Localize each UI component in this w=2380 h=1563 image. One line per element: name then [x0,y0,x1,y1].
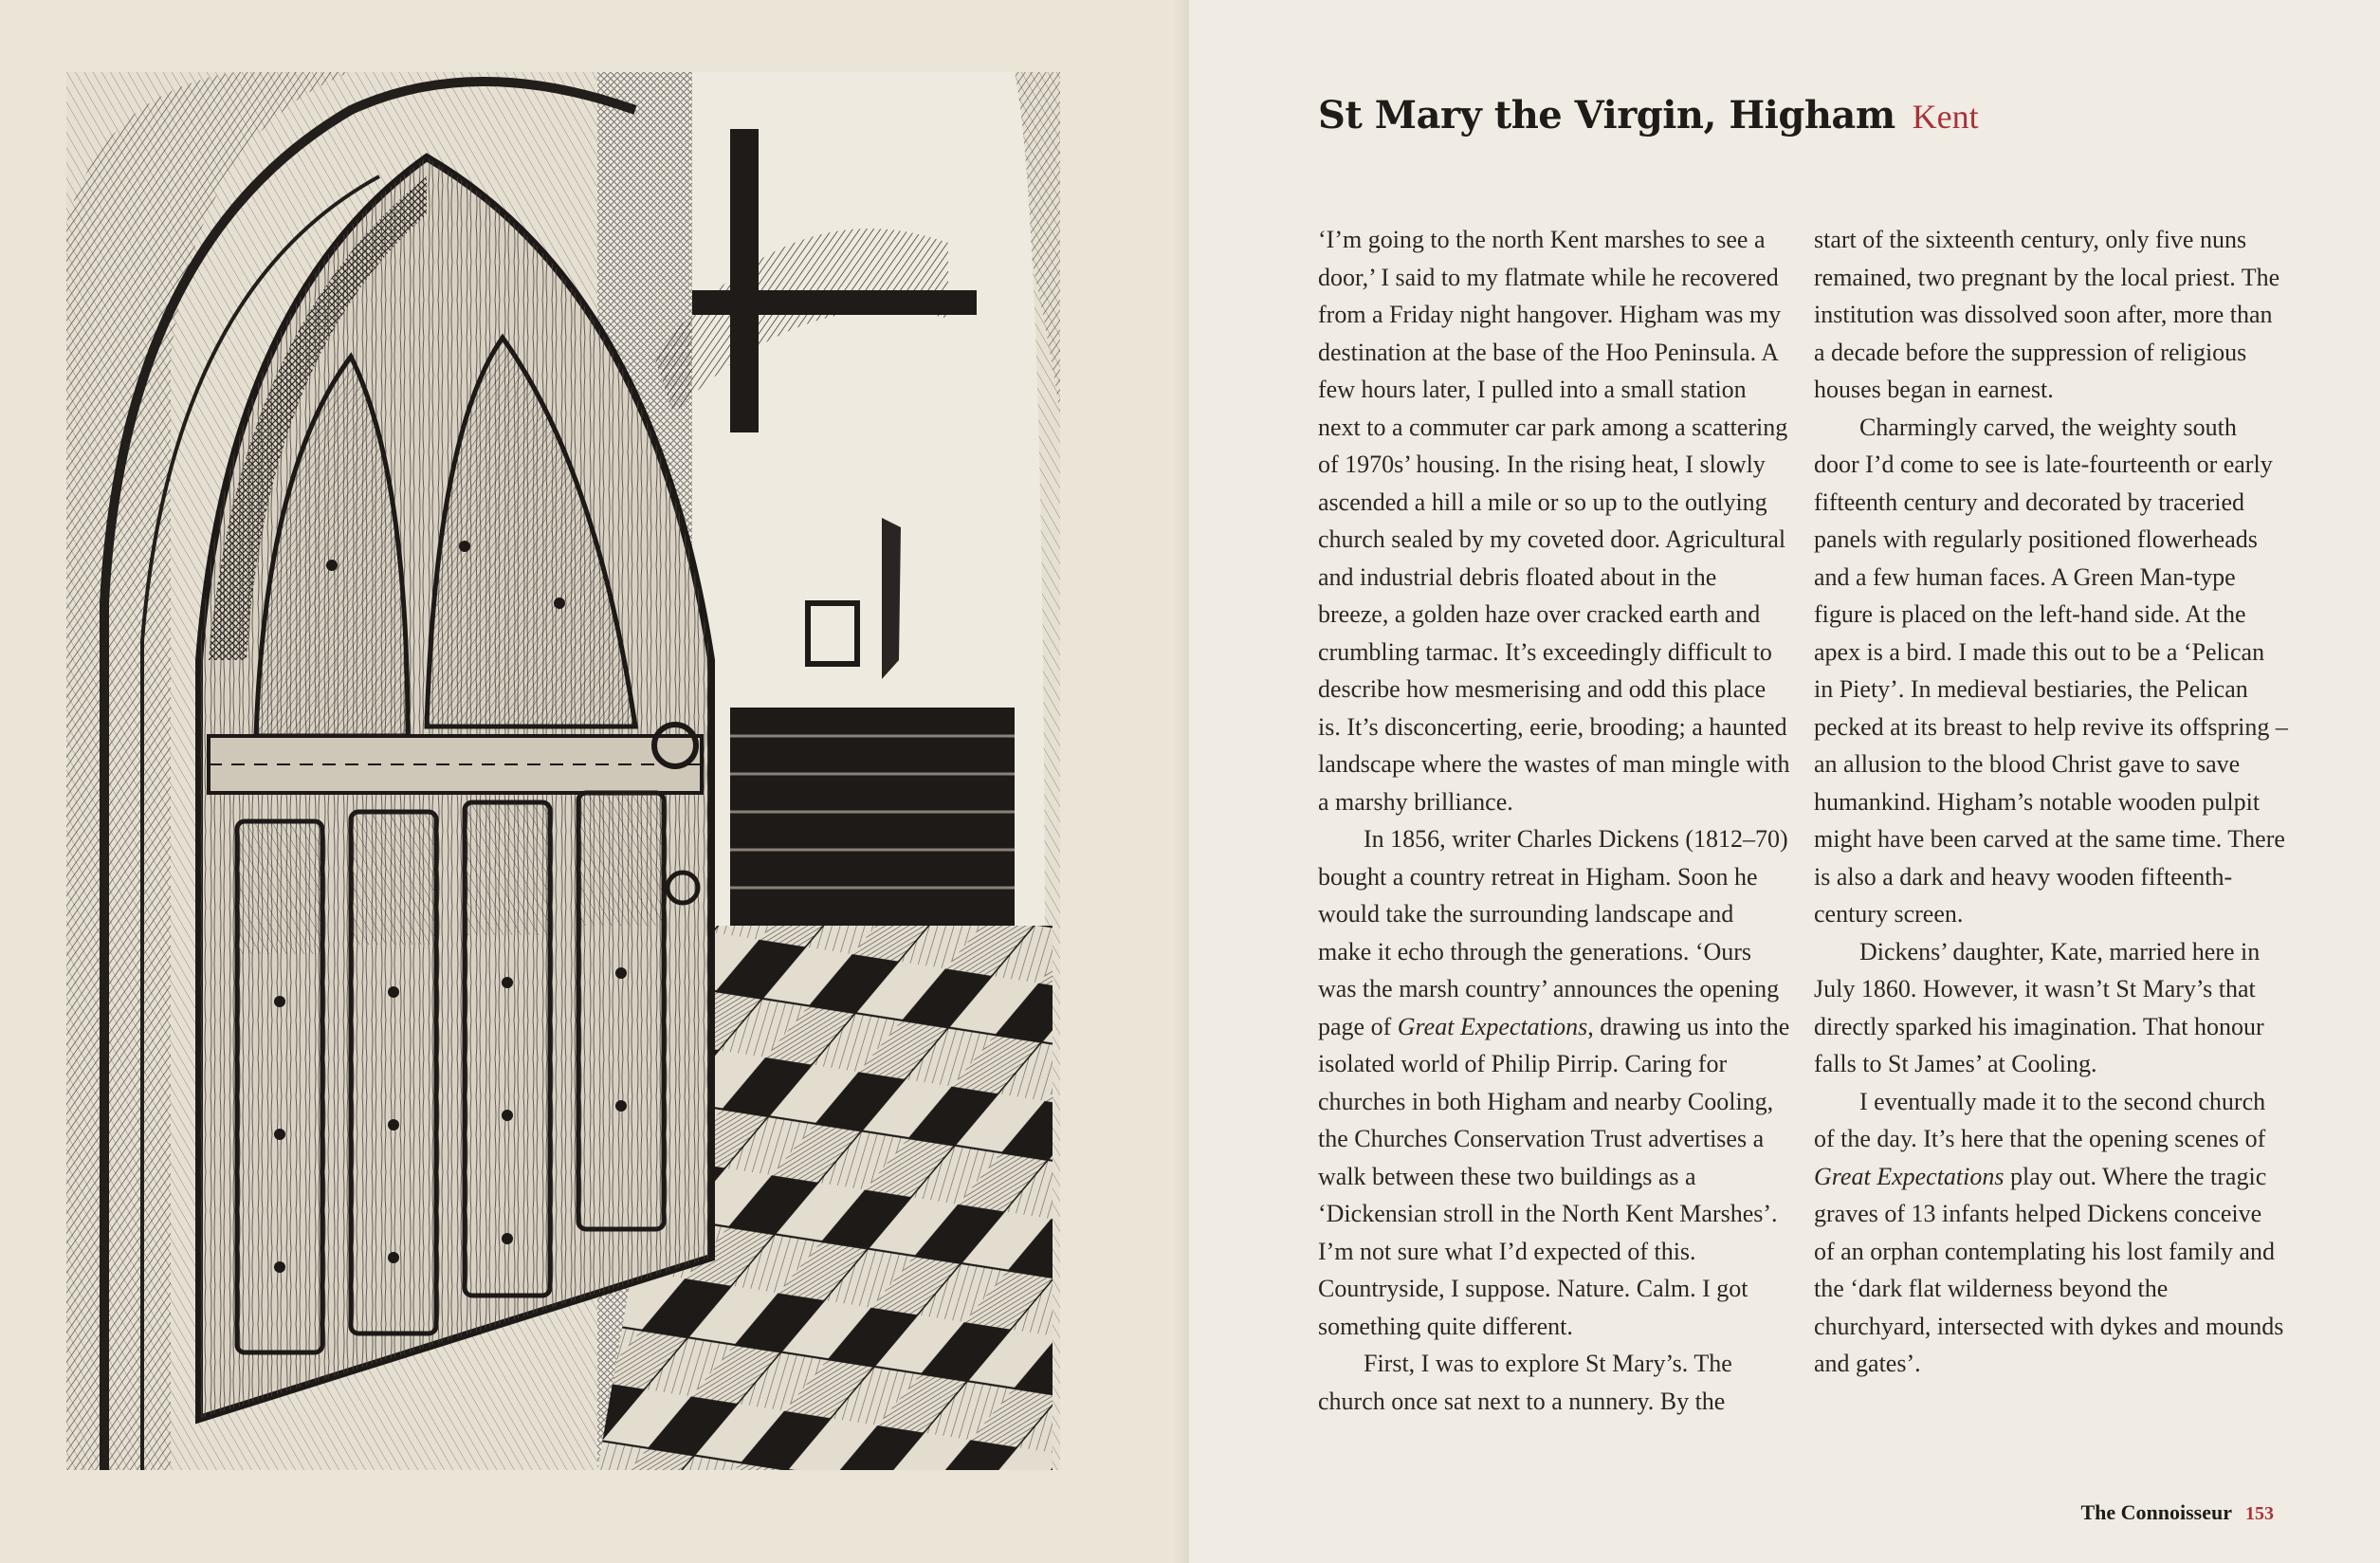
church-door-illustration [66,72,1060,1470]
book-title: Great Expectations [1397,1012,1588,1040]
paragraph: Dickens’ daughter, Kate, married here in July 1860. However, it wasn’t St Mary’s that directly sparked his imagination. That honour falls to St James’ at Cooling. [1814,937,2264,1077]
paragraph: First, I was to explore St Mary’s. The church once sat next to a nunnery. By the [1318,1350,1732,1415]
article-heading [1318,93,2266,159]
paragraph: I eventually made it to the second church of the day. It’s here that the opening scenes of Great Expectations play out. Where the tragic graves of 13 infants helped Dickens conceive of an orphan contemplating his lost family and the ‘dark flat wilderness beyond the churchyard, intersected with dykes and mounds and gates’. [1814,1087,2284,1377]
text-column-1 [1318,221,1792,1420]
page-footer [2080,1500,2274,1525]
county-label: Kent [1912,98,1979,136]
book-title: Great Expectations [1814,1162,2005,1190]
paragraph: In 1856, writer Charles Dickens (1812–70) bought a country retreat in Higham. Soon he would take the surrounding landscape and make it echo through the generations. ‘Ours was the marsh country’ announces the opening page of Great Expectations, drawing us into the isolated world of Philip Pirrip. Caring for churches in both Higham and nearby Cooling, the Churches Conservation Trust advertises a walk between these two buildings as a ‘Dickensian stroll in the North Kent Marshes’. I’m not sure what I’d expected of this. Countryside, I suppose. Nature. Calm. I got something quite different. [1318,825,1790,1340]
left-page [0,0,1189,1563]
paragraph: start of the sixteenth century, only five nuns remained, two pregnant by the local priest. The institution was dissolved soon after, more than a decade before the suppression of religious houses began in earnest. [1814,226,2280,403]
paragraph: Charmingly carved, the weighty south door I’d come to see is late-fourteenth or early fifteenth century and decorated by traceried panels with regularly positioned flowerheads and a few human faces. A Green Man-type figure is placed on the left-hand side. At the apex is a bird. I made this out to be a ‘Pelican in Piety’. In medieval bestiaries, the Pelican pecked at its breast to help revive its offspring – an allusion to the blood Christ gave to save humankind. Higham’s notable wooden pulpit might have been carved at the same time. There is also a dark and heavy wooden fifteenth-century screen. [1814,413,2288,928]
text-column-2 [1814,221,2288,1383]
page-title: St Mary the Virgin, Higham [1318,93,1895,138]
paragraph: ‘I’m going to the north Kent marshes to see a door,’ I said to my flatmate while he recovered from a Friday night hangover. Higham was my destination at the base of the Hoo Peninsula. A few hours later, I pulled into a small station next to a commuter car park among a scattering of 1970s’ housing. In the rising heat, I slowly ascended a hill a mile or so up to the outlying church sealed by my coveted door. Agricultural and industrial debris floated about in the breeze, a golden haze over cracked earth and crumbling tarmac. It’s exceedingly difficult to describe how mesmerising and odd this place is. It’s disconcerting, eerie, brooding; a haunted landscape where the wastes of man mingle with a marshy brilliance. [1318,226,1790,816]
page-number: 153 [2245,1503,2274,1524]
publication-name: The Connoisseur [2080,1500,2232,1524]
